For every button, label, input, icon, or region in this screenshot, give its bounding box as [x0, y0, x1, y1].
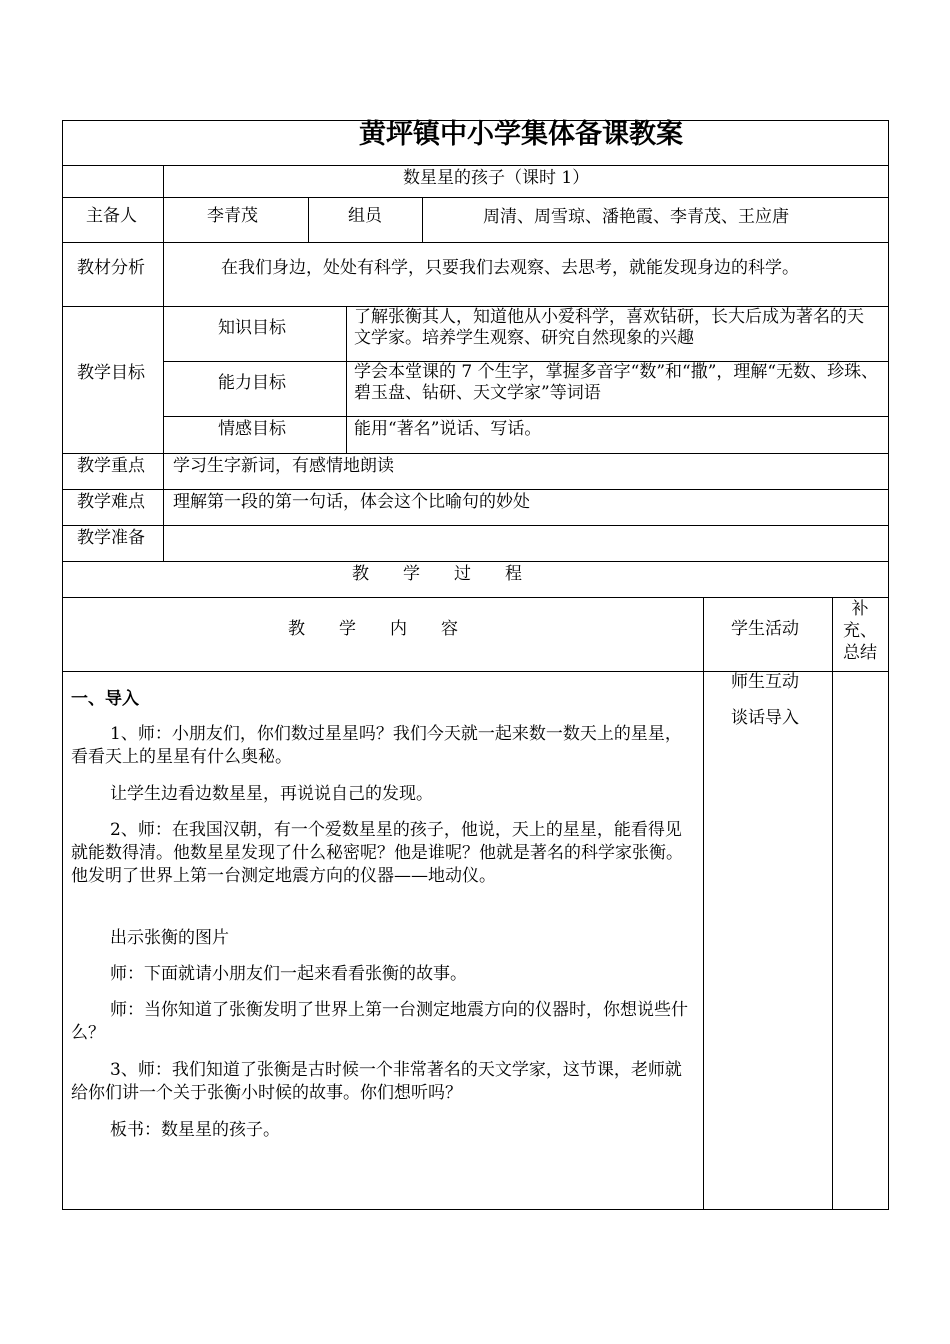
table-rule	[62, 561, 889, 562]
table-border-left	[62, 120, 63, 1210]
activity-item: 师生互动	[731, 672, 799, 692]
objective-ability-text: 学会本堂课的 7 个生字，掌握多音字“数”和“撒”，理解“无数、珍珠、碧玉盘、钻研、天文学家”等词语	[354, 362, 879, 403]
key-text: 学习生字新词，有感情地朗读	[173, 456, 394, 476]
preparer-value: 李青茂	[207, 206, 258, 226]
table-rule	[422, 197, 423, 242]
difficulty-text: 理解第一段的第一句话，体会这个比喻句的妙处	[173, 492, 530, 512]
content-header: 教 学 内 容	[288, 619, 458, 639]
supplement-header: 补充、总结	[843, 599, 877, 663]
paragraph: 1、师：小朋友们，你们数过星星吗？我们今天就一起来数一数天上的星星，看看天上的星星有什么奥秘。	[71, 724, 682, 767]
table-rule	[62, 165, 889, 166]
page-title: 黄坪镇中小学集体备课教案	[359, 119, 683, 150]
members-label: 组员	[348, 206, 382, 226]
paragraph: 师：当你知道了张衡发明了世界上第一台测定地震方向的仪器时，你想说些什么？	[71, 1000, 688, 1043]
table-rule	[308, 197, 309, 242]
table-rule	[62, 242, 889, 243]
table-rule	[832, 597, 833, 1209]
members-value: 周清、周雪琼、潘艳霞、李青茂、王应唐	[483, 207, 789, 227]
process-header: 教 学 过 程	[352, 564, 522, 584]
table-rule	[703, 597, 704, 1209]
difficulty-label: 教学难点	[77, 492, 145, 512]
objective-emotion-label: 情感目标	[218, 419, 286, 439]
table-rule	[62, 197, 889, 198]
activity-item: 谈话导入	[731, 708, 799, 728]
objective-knowledge-text: 了解张衡其人，知道他从小爱科学，喜欢钻研，长大后成为著名的天文学家。培养学生观察、研究自然现象的兴趣	[354, 307, 864, 348]
objectives-label: 教学目标	[77, 363, 145, 383]
paragraph: 师：下面就请小朋友们一起来看看张衡的故事。	[110, 964, 467, 984]
lesson-title: 数星星的孩子（课时 1）	[403, 168, 590, 188]
analysis-label: 教材分析	[77, 258, 145, 278]
preparer-label: 主备人	[86, 206, 137, 226]
table-rule	[346, 306, 347, 453]
objective-emotion-text: 能用“著名”说话、写话。	[354, 419, 542, 439]
objective-knowledge-label: 知识目标	[218, 318, 286, 338]
table-rule	[163, 165, 164, 561]
paragraph: 2、师：在我国汉朝，有一个爱数星星的孩子，他说，天上的星星，能看得见就能数得清。他数星星发现了什么秘密呢？他是谁呢？他就是著名的科学家张衡。他发明了世界上第一台测定地震方向的仪器——地动仪。	[71, 820, 683, 886]
table-rule	[62, 489, 889, 490]
paragraph: 出示张衡的图片	[110, 928, 229, 948]
prep-label: 教学准备	[77, 528, 145, 548]
section-heading: 一、导入	[71, 689, 139, 709]
paragraph: 3、师：我们知道了张衡是古时候一个非常著名的天文学家，这节课，老师就给你们讲一个关于张衡小时候的故事。你们想听吗？	[71, 1060, 682, 1103]
table-rule	[163, 416, 889, 417]
key-label: 教学重点	[77, 456, 145, 476]
paragraph: 让学生边看边数星星，再说说自己的发现。	[110, 784, 433, 804]
table-border-bottom	[62, 1209, 889, 1210]
table-rule	[62, 525, 889, 526]
activity-header: 学生活动	[731, 619, 799, 639]
table-border-right	[888, 120, 889, 1210]
table-rule	[62, 597, 889, 598]
objective-ability-label: 能力目标	[218, 373, 286, 393]
analysis-text: 在我们身边，处处有科学，只要我们去观察、去思考，就能发现身边的科学。	[221, 258, 799, 278]
paragraph: 板书：数星星的孩子。	[110, 1120, 280, 1140]
table-rule	[62, 453, 889, 454]
